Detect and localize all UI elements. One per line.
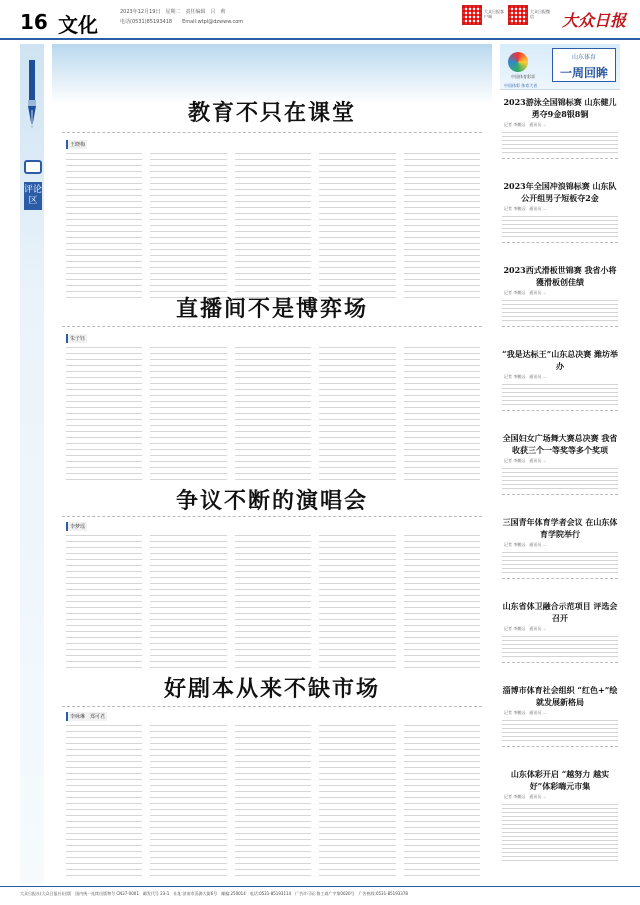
news-byline: 记者 李鹏远 通讯员 ...: [504, 206, 547, 211]
news-item: [502, 432, 618, 495]
author-name: 李咏琳 郑可君: [66, 712, 107, 721]
divider: [502, 494, 618, 495]
news-byline: 记者 李鹏远 通讯员 ...: [504, 542, 547, 547]
divider: [502, 578, 618, 579]
sidebar-title-box: [552, 48, 616, 82]
divider: [502, 410, 618, 411]
news-byline: 记者 李鹏远 通讯员 ...: [504, 626, 547, 631]
news-item: [502, 768, 618, 862]
news-item: [502, 348, 618, 411]
divider: [62, 706, 482, 707]
divider: [502, 326, 618, 327]
divider: [62, 326, 482, 327]
divider: [62, 516, 482, 517]
news-body: [502, 382, 618, 406]
news-byline: 记者 李鹏远 通讯员 ...: [504, 794, 547, 799]
sponsor-name: 中国体育彩票: [511, 74, 535, 79]
article-body: [66, 344, 480, 482]
author-name: 王晓梅: [66, 140, 87, 149]
author-name: 李梦瑶: [66, 522, 87, 531]
news-item: [502, 516, 618, 579]
article-body: [66, 150, 480, 300]
sidebar-title-top: 山东体育: [571, 54, 596, 61]
divider: [62, 132, 482, 133]
news-body: [502, 718, 618, 742]
news-body: [502, 550, 618, 574]
editor-info: 2023年12月19日 星期二 责任编辑 吕 莉: [120, 9, 226, 15]
qr-label: 大众日报客户端: [484, 9, 504, 19]
news-body: [502, 214, 618, 238]
article-title: 教育不只在课堂: [187, 100, 356, 126]
news-body: [502, 130, 618, 154]
sidebar-title-main: 一周回眸: [559, 66, 608, 80]
sidebar-banner: [500, 44, 620, 90]
news-item: [502, 684, 618, 747]
qr-code-icon: [462, 5, 482, 25]
news-byline: 记者 李鹏远 通讯员 ...: [504, 374, 547, 379]
page-header: [0, 0, 640, 40]
comment-icon: [24, 160, 42, 174]
news-byline: 记者 李鹏远 通讯员 ...: [504, 290, 547, 295]
divider: [502, 746, 618, 747]
news-headline: 山东体彩开启 “越努力 越实好”体彩嗨元市集: [510, 769, 610, 791]
section-title: 文化: [58, 13, 98, 37]
article-title: 好剧本从来不缺市场: [163, 676, 380, 702]
news-headline: 2023西式滑板世锦赛 我省小将獲滑板创佳绩: [503, 265, 617, 287]
fountain-pen-icon: [26, 60, 38, 130]
news-headline: 全国妇女广场舞大赛总决赛 我省收获三个一等奖等多个奖项: [502, 433, 618, 455]
news-headline: 淄博市体育社会组织 “红色+”绘就发展新格局: [502, 685, 618, 707]
author-name: 朱子钰: [66, 334, 87, 343]
news-byline: 记者 李鹏远 通讯员 ...: [504, 458, 547, 463]
news-headline: 山东省体卫融合示范项目 评选会召开: [502, 601, 618, 623]
masthead-logo: 大众日报: [561, 11, 626, 30]
sponsor-tagline: 中国体彩 体育大省: [504, 83, 538, 88]
divider: [502, 662, 618, 663]
main-content: [52, 44, 492, 884]
category-label: 评论区: [24, 182, 42, 210]
news-body: [502, 802, 618, 862]
article-body: [66, 722, 480, 878]
news-headline: “我是达标王”山东总决赛 潍坊举办: [502, 349, 618, 371]
news-body: [502, 298, 618, 322]
article-title: 直播间不是博弈场: [175, 296, 368, 322]
contact-info: 电话(0531)85193418 Email:wtpl@dzwww.com: [120, 19, 244, 25]
news-byline: 记者 李鹏远 通讯员 ...: [504, 710, 547, 715]
article-title: 争议不断的演唱会: [175, 488, 368, 514]
news-item: [502, 180, 618, 243]
page-number: 16: [20, 10, 48, 34]
news-item: [502, 96, 618, 159]
lottery-logo-icon: [508, 52, 528, 72]
news-item: [502, 264, 618, 327]
news-headline: 三国青年体育学者会议 在山东体育学院举行: [502, 517, 618, 539]
news-body: [502, 634, 618, 658]
news-sidebar: [500, 44, 620, 884]
qr-label: 大众日报微信: [530, 9, 550, 19]
news-item: [502, 600, 618, 663]
divider: [502, 158, 618, 159]
qr-code-icon: [508, 5, 528, 25]
news-headline: 2023游泳全国锦标赛 山东健儿勇夺9金8银8铜: [503, 97, 617, 119]
news-headline: 2023年全国冲浪锦标赛 山东队公开组男子短板夺2金: [503, 181, 617, 203]
header-sky-illustration: [52, 44, 492, 104]
divider: [502, 242, 618, 243]
news-body: [502, 466, 618, 490]
footer-imprint: 大众日报社(大众日报社)出版 国内统一连续出版物号 CN37-0001 邮发代号 23-1 社址:济南市泺源大街6号 邮编:250014 电话:0531-85193114 广告许可证:鲁工商广字第0020号 广告热线:0531-85193378: [20, 891, 408, 896]
news-byline: 记者 李鹏远 通讯员 ...: [504, 122, 547, 127]
article-body: [66, 532, 480, 672]
page-footer: [0, 886, 640, 905]
